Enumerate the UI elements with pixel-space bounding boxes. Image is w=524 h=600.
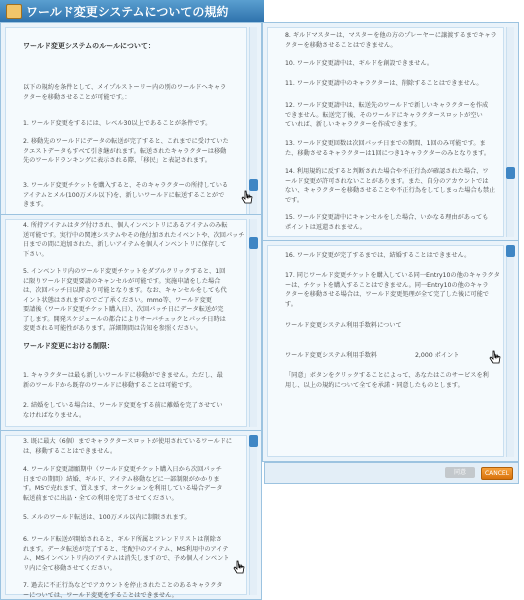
- fee-label: ワールド変更システム利用手数料: [285, 352, 378, 359]
- condition-6: 6. ワールド転送が開始されると、ギルド所属とフレンドリストは削除さ れます。データ転送が完了すると、宅配中のアイテム、MS利用中のアイテ ム、MSインベントリ内のアイテムは消失しますので、予め個人インベント リ内に全て移動させてください。: [23, 536, 230, 572]
- scroll-thumb[interactable]: [506, 167, 515, 179]
- condition-4: 4. ワールド変更請願期中（ワールド変更チケット購入日から次回パッチ 日までの期間）結婚、ギルド、アイテム移動などに一部制限がかかりま す。MSで売れます、買えます、オークションを利用している場合データ 転送前までに出品・全ての利用を完了させてください。: [23, 466, 223, 502]
- terms-panel-2[interactable]: [0, 214, 262, 432]
- rule-4: 4. 所持アイテムはタグ付けされ、個人インベントリにあるアイテムのみ転 送可能です。実行中の関連システムやその他付加されたイベントや、次回パッチ 日までの間に追加された、新しいアイテムを個人インベントリに保存して 下さい。: [23, 222, 245, 258]
- scroll-thumb[interactable]: [506, 245, 515, 257]
- dialog-button-bar: [264, 462, 519, 484]
- app-icon: [6, 4, 22, 19]
- rules-heading: ワールド変更システムのルールについて：: [23, 42, 155, 50]
- condition-5: 5. メルのワールド転送は、100万メル以内に制限されます。: [23, 514, 191, 521]
- rule-15: 15. ワールド変更請中にキャンセルをした場合、いかなる理由があっても ポイントは返還されません。: [285, 214, 489, 231]
- terms-panel-1[interactable]: [0, 22, 262, 226]
- hand-cursor-icon: [488, 350, 501, 366]
- rule-14: 14. 利用規約に反すると判断された場合や不正行為が確認された場合、ワ ールド変更が許可されないことがあります。また、自分のアカウントでは ない、キャラクターを移動させることや不正行為をしてしまった場合も禁止 です。: [285, 168, 496, 204]
- rule-1: 1. ワールド変更をするには、レベル30以上であることが条件です。: [23, 120, 212, 127]
- rule-8: 8. ギルドマスターは、マスターを他の方のプレーヤーに譲渡するまでキャラ クターを移動させることはできません。: [285, 32, 497, 49]
- rule-10: 10. ワールド変更請中は、ギルドを創設できません。: [285, 60, 434, 67]
- window-title: ワールド変更システムについての規約: [26, 5, 229, 19]
- conditions-heading: ワールド変更における制限：: [23, 342, 114, 350]
- condition-2: 2. 結婚をしている場合は、ワールド変更をする前に離婚を完了させてい なければなりません。: [23, 402, 223, 419]
- hand-cursor-icon: [232, 560, 245, 576]
- rule-13: 13. ワールド変更回数は次回パッチ日までの期間、1回のみ可能です。ま た、移動させるキャラクターは1回につき1キャラクターのみとなります。: [285, 140, 491, 157]
- agree-button[interactable]: 同意: [445, 467, 475, 478]
- condition-3: 3. 既に最大（6個）までキャラクタースロットが使用されているワールドに は、移動することはできません。: [23, 438, 233, 455]
- rule-2: 2. 移動先のワールドにデータの転送が完了すると、これまでに受けていた クエストデータもすべて引き継がれます。転送されたキャラクターは移動 先のワールドランキングに表示される際、「移民」と表記されます。: [23, 138, 229, 164]
- fee-heading: ワールド変更システム利用手数料について: [285, 322, 402, 329]
- cancel-button[interactable]: CANCEL: [481, 467, 513, 480]
- scroll-thumb[interactable]: [249, 237, 258, 249]
- fee-value: 2,000 ポイント: [415, 352, 460, 359]
- terms-panel-3[interactable]: [0, 430, 262, 600]
- rules-intro: 以下の規約を条件として、メイプルストーリー内の別のワールドへキャラ クターを移動させることが可能です。：: [23, 84, 227, 101]
- rule-11: 11. ワールド変更請中のキャラクターは、削除することはできません。: [285, 80, 483, 87]
- rule-5: 5. インベントリ内のワールド変更チケットをダブルクリックすると、1回 に限りワールド変更要請のキャンセルが可能です。実施申請をした場合 は、次回パッチ日以降より可能となります。なお、キャンセルをしても代 イント状態はされますのでご了承ください。mmo等、ワールド変更 要請後（ワールド変更チケット購入日）、次回パッチ日にデータ転送が完 了します。開発スケジュールの都合によりサーバチェックとパッチ日時は 変更される可能性があります。詳細期間は告知を参照ください。: [23, 268, 227, 332]
- terms-panel-4[interactable]: [262, 22, 519, 242]
- hand-cursor-icon: [240, 190, 253, 206]
- rule-16: 16. ワールド変更が完了するまでは、結婚することはできません。: [285, 252, 471, 259]
- rule-3: 3. ワールド変更チケットを購入すると、そのキャラクターの所持している アイテムとメル(100万メル以下)を、新しいワールドに転送することがで きます。: [23, 182, 229, 208]
- condition-7: 7. 過去に不正行為などでアカウントを停止されたことのあるキャラクタ ーについては、ワールド変更をすることはできません。: [23, 582, 223, 599]
- terms-panel-5[interactable]: [262, 240, 519, 462]
- condition-1: 1. キャラクターは最も新しいワールドに移動ができません。ただし、最 新のワールドから既存のワールドに移動することは可能です。: [23, 372, 223, 389]
- window-title-bar: [0, 0, 264, 23]
- scroll-thumb[interactable]: [249, 435, 258, 447]
- rule-17: 17. 同じワールド変更チケットを購入している同一Entry10の他のキャラクタ ーは、チケットを購入することはできません。同一Entry10の他のキャラ クターを移動させる場合は、ワールド変更処理が全て完了した後に可能で す。: [285, 272, 500, 308]
- rule-12: 12. ワールド変更請中は、転送先のワールドで新しいキャラクターを作成 できません。転送完了後、そのワールドにキャラクタースロットが空い ていれば、新しいキャラクターを作成できます。: [285, 102, 489, 128]
- agreement-text: 「同意」ボタンをクリックすることによって、あなたはこのサービスを利 用し、以上の規約について全てを承諾・同意したものとします。: [285, 372, 489, 389]
